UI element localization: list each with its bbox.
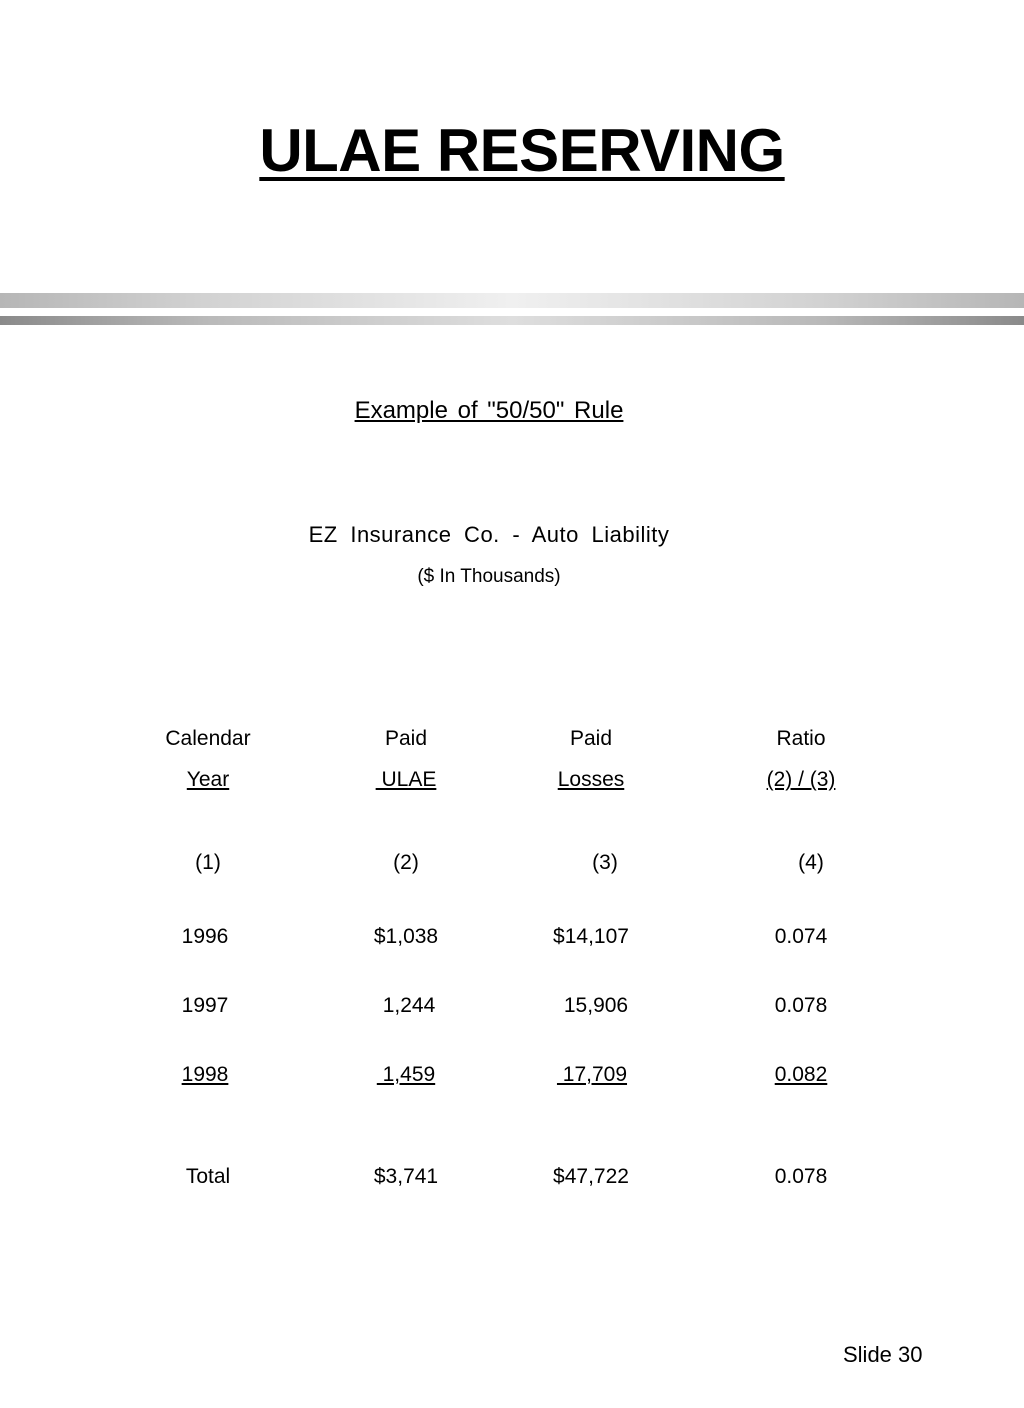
slide-number: Slide 30 bbox=[843, 1342, 923, 1367]
column-number-1: (1) bbox=[195, 851, 221, 874]
year-cell: 1997 bbox=[181, 994, 229, 1017]
page-title: ULAE RESERVING bbox=[259, 117, 785, 184]
paid-ulae-cell: 1,244 bbox=[382, 994, 436, 1017]
header-year: Year bbox=[186, 768, 230, 791]
ratio-cell: 0.082 bbox=[774, 1063, 828, 1086]
example-subtitle: Example of "50/50" Rule bbox=[354, 397, 624, 424]
decorative-divider-bottom bbox=[0, 316, 1024, 325]
ratio-cell: 0.078 bbox=[774, 994, 828, 1017]
ratio-cell: 0.074 bbox=[774, 925, 828, 948]
paid-ulae-cell: 1,459 bbox=[376, 1063, 436, 1086]
header-ratio-formula: (2) / (3) bbox=[766, 768, 836, 791]
total-label: Total bbox=[185, 1165, 231, 1188]
total-paid-ulae: $3,741 bbox=[373, 1165, 439, 1188]
year-cell: 1998 bbox=[181, 1063, 229, 1086]
total-paid-losses: $47,722 bbox=[553, 1165, 629, 1188]
year-cell: 1996 bbox=[181, 925, 229, 948]
header-losses: Losses bbox=[557, 768, 625, 791]
header-paid-ulae: Paid bbox=[384, 727, 428, 750]
header-ulae: ULAE bbox=[375, 768, 437, 791]
paid-losses-cell: 15,906 bbox=[563, 994, 629, 1017]
header-ratio: Ratio bbox=[776, 727, 826, 750]
paid-losses-cell: $14,107 bbox=[553, 925, 629, 948]
company-line: EZ Insurance Co. - Auto Liability bbox=[308, 522, 670, 547]
paid-losses-cell: 17,709 bbox=[556, 1063, 628, 1086]
column-number-3: (3) bbox=[592, 851, 618, 874]
column-number-2: (2) bbox=[393, 851, 419, 874]
paid-ulae-cell: $1,038 bbox=[373, 925, 439, 948]
column-number-4: (4) bbox=[798, 851, 824, 874]
decorative-divider-top bbox=[0, 293, 1024, 308]
header-paid-losses: Paid bbox=[569, 727, 613, 750]
header-calendar: Calendar bbox=[165, 727, 251, 750]
units-note: ($ In Thousands) bbox=[417, 566, 561, 587]
total-ratio: 0.078 bbox=[774, 1165, 828, 1188]
